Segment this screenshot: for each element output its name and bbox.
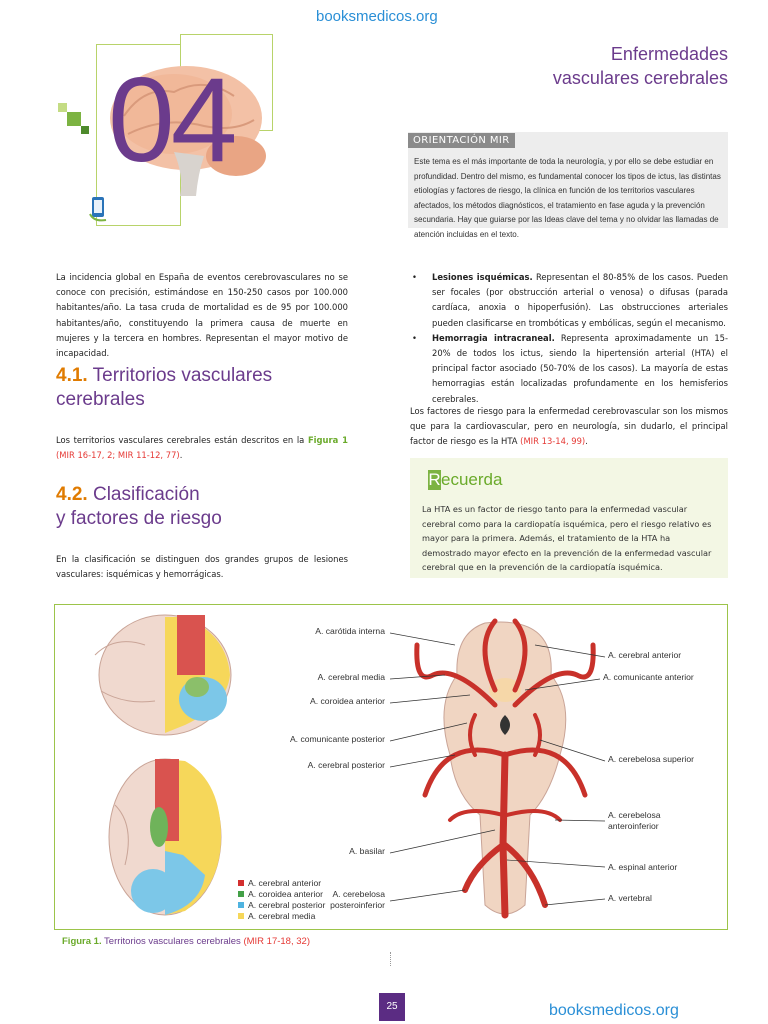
legend-item [238, 878, 325, 889]
orientation-label: ORIENTACIÓN MIR [408, 133, 515, 148]
figure-legend [238, 878, 325, 922]
label-cerebelosa-ai-1: A. cerebelosa [608, 810, 661, 820]
axial-brain-illustration [109, 759, 221, 915]
decor-square [67, 112, 81, 126]
risk-factors-paragraph [410, 404, 728, 450]
decor-square [58, 103, 67, 112]
divider [390, 952, 392, 966]
label-cerebelosa-pi-1: A. cerebelosa [332, 889, 385, 899]
figure-caption [62, 936, 310, 947]
list-item-term: Hemorragia intracraneal. [432, 332, 555, 343]
list-item-text: Representa aproximadamente un 15-20% de todos los ictus, siendo la hipertensión arterial (HTA) el principal factor asociado (50-70% de los casos). La mayoría de estas hemorragias están localizadas profundamente en los hemisferios cerebrales. [432, 332, 728, 404]
legend-swatch [238, 913, 244, 919]
legend-item [238, 889, 325, 900]
legend-swatch [238, 902, 244, 908]
phone-icon [88, 196, 110, 222]
page-number: 25 [379, 993, 405, 1021]
label-comunicante-posterior: A. comunicante posterior [289, 734, 385, 744]
section2-paragraph: En la clasificación se distinguen dos grandes grupos de lesiones vasculares: isquémicas y hemorrágicas. [56, 554, 348, 580]
legend-label: A. cerebral media [248, 911, 316, 921]
chapter-number: 04 [108, 53, 234, 187]
text-run: . [179, 450, 183, 461]
label-cerebral-anterior: A. cerebral anterior [608, 650, 682, 660]
legend-swatch [238, 880, 244, 886]
figure-link[interactable]: Figura 1 [307, 435, 349, 445]
figure-caption-text: Territorios vasculares cerebrales [101, 936, 244, 947]
list-item [410, 270, 728, 331]
chapter-title [553, 42, 728, 90]
label-coroidea-anterior: A. coroidea anterior [310, 696, 385, 706]
section-number: 4.2. [56, 484, 88, 505]
section-title-text: Territorios vasculares [92, 365, 273, 386]
list-item-term: Lesiones isquémicas. [432, 272, 533, 282]
chapter-title-line: vasculares cerebrales [552, 68, 728, 88]
label-comunicante-anterior: A. comunicante anterior [603, 672, 694, 682]
mir-reference: (MIR 16-17, 2; MIR 11-12, 77) [56, 450, 180, 461]
mir-reference: (MIR 17-18, 32) [243, 936, 310, 947]
bullet-icon: • [412, 332, 417, 343]
label-espinal-anterior: A. espinal anterior [608, 862, 678, 872]
coronal-brain-illustration [95, 615, 231, 735]
chapter-title-line: Enfermedades [610, 44, 728, 64]
legend-item [238, 911, 325, 922]
text-run: Los factores de riesgo para la enfermedad cerebrovascular son los mismos que para la cardiovascular, pero en neurología, sin dudarlo, el principal factor de riesgo es la HTA [410, 406, 728, 447]
label-carotida-interna: A. carótida interna [315, 626, 385, 636]
site-link-bottom[interactable]: booksmedicos.org [549, 1002, 679, 1019]
list-item [410, 331, 728, 407]
section-title-text: y factores de riesgo [56, 508, 222, 529]
label-cerebelosa-pi-2: posteroinferior [330, 900, 385, 910]
recuerda-title-rest: ecuerda [441, 470, 503, 489]
label-cerebelosa-ai-2: anteroinferior [608, 821, 659, 831]
legend-label: A. coroidea anterior [248, 889, 323, 899]
label-cerebelosa-superior: A. cerebelosa superior [608, 754, 694, 764]
section-title [56, 483, 222, 531]
text-run: . [585, 436, 588, 447]
section-title-text: cerebrales [56, 389, 145, 410]
site-link-top[interactable]: booksmedicos.org [316, 8, 438, 25]
label-cerebral-posterior: A. cerebral posterior [307, 760, 385, 770]
section-number: 4.1. [56, 365, 88, 386]
legend-item [238, 900, 325, 911]
bullet-icon: • [412, 272, 417, 282]
recuerda-initial: R [428, 470, 441, 489]
legend-label: A. cerebral anterior [248, 878, 322, 888]
label-cerebral-media: A. cerebral media [317, 672, 385, 682]
classification-list [410, 270, 728, 407]
legend-label: A. cerebral posterior [248, 900, 326, 910]
vascular-territories-figure [55, 605, 727, 929]
text-run: Los territorios vasculares cerebrales están descritos en la [56, 435, 308, 445]
figure-caption-prefix: Figura 1. [62, 936, 102, 947]
label-vertebral: A. vertebral [608, 893, 652, 903]
orientation-text: Este tema es el más importante de toda la neurología, y por ello se debe estudiar en profundidad. Dentro del mismo, es fundamental conocer los tipos de ictus, las distintas etiologías y factores de riesgo, la clínica en función de los territorios vasculares afectados, los métodos diagnósticos, el tratamiento en fase aguda y la prevención secundaria. Hay que guiarse por las Ideas clave del tema y no olvidar las llamadas de atención incluidas en el texto. [414, 157, 721, 239]
section-title-text: Clasificación [92, 484, 200, 505]
section-title [56, 364, 272, 412]
mir-reference: (MIR 13-14, 99) [520, 436, 586, 447]
decor-square [81, 126, 89, 134]
recuerda-title [428, 470, 502, 490]
list-item-text: Representan el 80-85% de los casos. Pueden ser focales (por obstrucción arterial o venosa) o difusas (parada cardíaca, anoxia o hipoperfusión). Las obstrucciones arteriales pueden clasificarse en trombóticas y embólicas, según el mecanismo. [432, 272, 728, 328]
recuerda-text: La HTA es un factor de riesgo tanto para la enfermedad vascular cerebral como para la cardiopatía isquémica, pero el riesgo relativo es mayor para la primera. Además, el tratamiento de la HTA ha demostrado mayor efecto en la prevención de la enfermedad vascular cerebral que en la prevención de la cardiopatía isquémica. [422, 504, 712, 573]
section1-paragraph [56, 433, 348, 463]
intro-paragraph: La incidencia global en España de eventos cerebrovasculares no se conoce con precisión, estimándose en 150-250 casos por 100.000 habitantes/año. La tasa cruda de mortalidad es de 95 por 100.000 habitantes/año, constituyendo la primera causa de muerte en mujeres y la tercera en hombres. Representan el mayor motivo de incapacidad. [56, 272, 348, 359]
legend-swatch [238, 891, 244, 897]
label-basilar: A. basilar [349, 846, 385, 856]
